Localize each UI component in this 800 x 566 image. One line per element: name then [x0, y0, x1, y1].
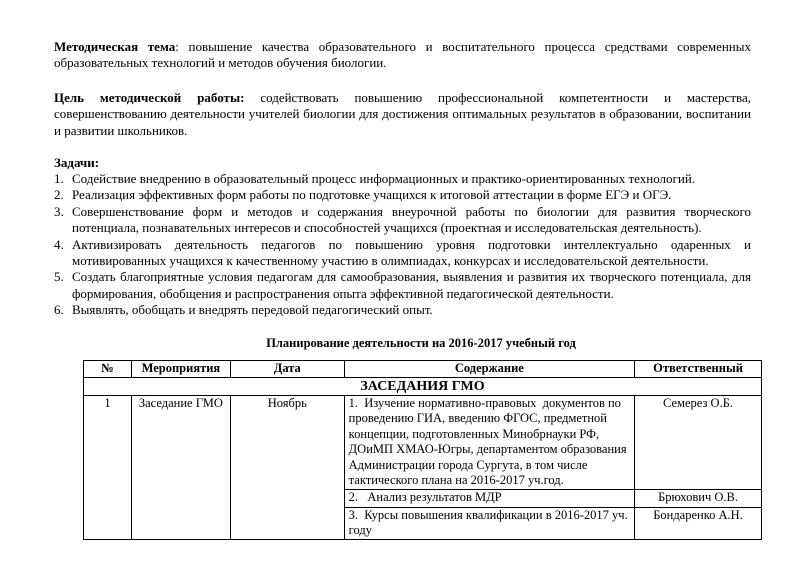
row-responsible: Семерез О.Б. [635, 395, 762, 489]
row-content: 3. Курсы повышения квалификации в 2016-2017 уч. году [344, 507, 634, 539]
header-responsible: Ответственный [635, 361, 762, 378]
list-item: 1. Содействие внедрению в образовательный процесс информационных и практико-ориентированных технологий. [54, 171, 696, 186]
row-date: Ноябрь [230, 395, 344, 539]
header-date: Дата [230, 361, 344, 378]
tasks-list [54, 171, 751, 319]
row-content: 1. Изучение нормативно-правовых документов по проведению ГИА, введению ФГОС, предметной концепции, подготовленных Минобрнауки РФ, ДОиМП ХМАО-Югры, департаментом образования Администрации города Сургута, в том числе тактического плана на 2016-2017 уч.год. [344, 395, 634, 489]
theme-paragraph [54, 39, 751, 72]
header-num: № [84, 361, 132, 378]
plan-title: Планирование деятельности на 2016-2017 учебный год [266, 336, 576, 350]
theme-label: Методическая тема [54, 39, 176, 54]
row-responsible: Брюхович О.В. [635, 489, 762, 507]
tasks-heading [54, 155, 751, 171]
task-text: Содействие внедрению в образовательный процесс информационных и практико-ориентированных технологий. [72, 171, 696, 186]
task-text: Реализация эффективных форм работы по подготовке учащихся к итоговой аттестации в форме ЕГЭ и ОГЭ. [72, 187, 672, 203]
theme-text: : повышение качества образовательного и воспитательного процесса средствами современных образовательных технологий и методов обучения биологии. [54, 39, 751, 71]
table-row [84, 395, 762, 489]
goal-paragraph [54, 90, 751, 139]
row-num: 1 [84, 395, 132, 539]
goal-text: содействовать повышению профессиональной компетентности и мастерства, совершенствованию деятельности учителей биологии для достижения оптимальных результатов в образовании, воспитании и развитии школьников. [54, 90, 751, 138]
section-title: ЗАСЕДАНИЯ ГМО [84, 377, 762, 395]
list-item: 2. Реализация эффективных форм работы по подготовке учащихся к итоговой аттестации в форме ЕГЭ и ОГЭ. [54, 187, 672, 203]
list-item: 5. Создать благоприятные условия педагогам для самообразования, выявления и развития их творческого потенциала, для формирования, обобщения и распространения опыта эффективной педагогической деятельности. [54, 269, 751, 301]
row-responsible: Бондаренко А.Н. [635, 507, 762, 539]
task-text: Совершенствование форм и методов и содержания внеурочной работы по биологии для развития творческого потенциала, познавательных интересов и способностей учащихся (проектная и исследовательская деятельность). [72, 203, 751, 236]
plan-table [83, 360, 762, 540]
list-item: 6. Выявлять, обобщать и внедрять передовой педагогический опыт. [54, 302, 433, 318]
row-content: 2. Анализ результатов МДР [344, 489, 634, 507]
tasks-label: Задачи: [54, 155, 100, 170]
list-item: 4. Активизировать деятельность педагогов по повышению уровня подготовки интеллектуально одаренных и мотивированных учащихся к качественному участию в олимпиадах, конкурсах и исследовательской деятельности. [54, 236, 751, 269]
list-item: 3. Совершенствование форм и методов и содержания внеурочной работы по биологии для развития творческого потенциала, познавательных интересов и способностей учащихся (проектная и исследовательская деятельность). [54, 203, 751, 236]
task-text: Активизировать деятельность педагогов по повышению уровня подготовки интеллектуально одаренных и мотивированных учащихся к качественному участию в олимпиадах, конкурсах и исследовательской деятельности. [72, 236, 751, 269]
section-row [84, 377, 762, 395]
header-event: Мероприятия [131, 361, 230, 378]
table-header-row [84, 361, 762, 378]
goal-label: Цель методической работы: [54, 90, 245, 105]
task-text: Выявлять, обобщать и внедрять передовой педагогический опыт. [72, 302, 433, 318]
task-text: Создать благоприятные условия педагогам для самообразования, выявления и развития их творческого потенциала, для формирования, обобщения и распространения опыта эффективной педагогической деятельности. [72, 269, 751, 301]
row-event: Заседание ГМО [131, 395, 230, 539]
header-content: Содержание [344, 361, 634, 378]
